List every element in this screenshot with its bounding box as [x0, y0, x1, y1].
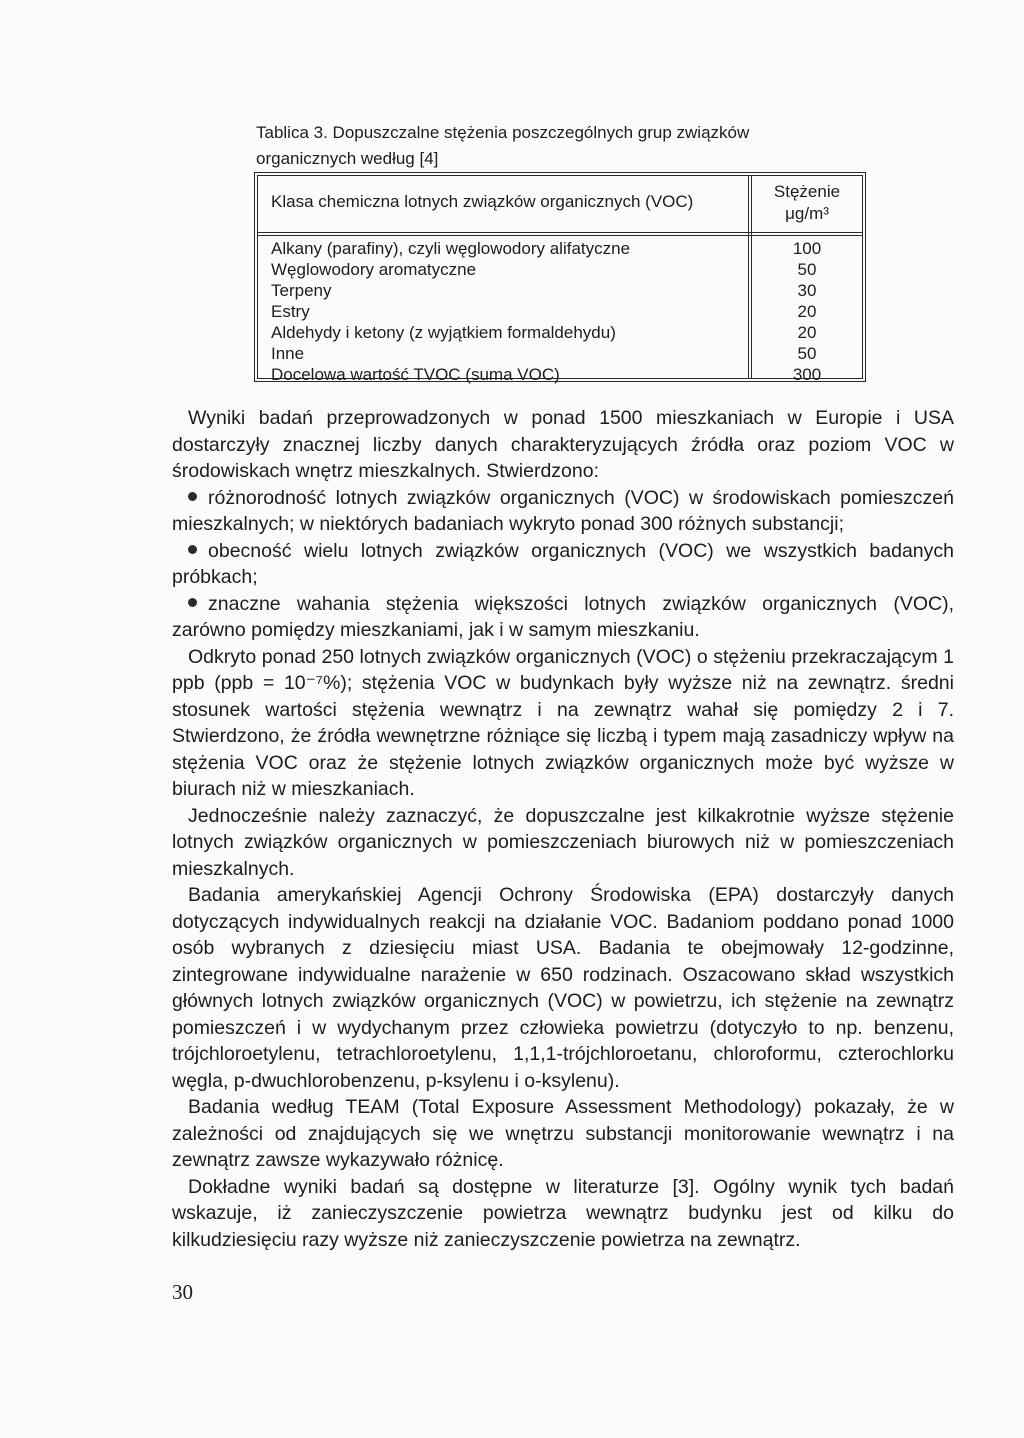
row-name: Aldehydy i ketony (z wyjątkiem formaldehydu)	[271, 323, 616, 342]
table-row	[258, 343, 862, 364]
row-name: Inne	[271, 344, 305, 363]
row-value: 100	[792, 239, 822, 258]
bullet-item	[172, 538, 954, 591]
row-value: 20	[797, 323, 817, 342]
table-caption: Tablica 3. Dopuszczalne stężenia poszczególnych grup związków organicznych według [4]	[256, 123, 750, 168]
voc-table	[254, 172, 866, 382]
table-header-unit-label: Stężenie	[773, 182, 841, 201]
bullet-text: znaczne wahania stężenia większości lotnych związków organicznych (VOC), zarówno pomiędzy mieszkaniami, jak i w samym mieszkaniu.	[172, 592, 954, 641]
table-header-divider	[258, 232, 862, 236]
paragraph: Wyniki badań przeprowadzonych w ponad 1500 mieszkaniach w Europie i USA dostarczyły znacznej liczby danych charakteryzujących źródła oraz poziom VOC w środowiskach wnętrz mieszkalnych. Stwierdzono:	[172, 407, 954, 482]
paragraph: Badania według TEAM (Total Exposure Assessment Methodology) pokazały, że w zależności od znajdujących się we wnętrzu substancji monitorowanie wewnątrz i na zewnątrz zawsze wykazywało różnicę.	[172, 1096, 954, 1171]
table-row	[258, 238, 862, 259]
bullet-item	[172, 591, 954, 644]
table-row	[258, 280, 862, 301]
bullet-icon	[188, 492, 197, 501]
table-header-unit	[752, 181, 862, 225]
bullet-icon	[188, 598, 197, 607]
row-value: 50	[797, 260, 817, 279]
row-value: 300	[792, 365, 822, 384]
paragraph: Jednocześnie należy zaznaczyć, że dopuszczalne jest kilkakrotnie wyższe stężenie lotnych związków organicznych w pomieszczeniach biurowych niż w pomieszczeniach mieszkalnych.	[172, 804, 954, 880]
bullet-item	[172, 485, 954, 538]
row-value: 50	[797, 344, 817, 363]
paragraph: Odkryto ponad 250 lotnych związków organicznych (VOC) o stężeniu przekraczającym 1 ppb (ppb = 10⁻⁷%); stężenia VOC w budynkach były wyższe niż na zewnątrz. średni stosunek wartości stężenia wewnątrz i na zewnątrz wahał się pomiędzy 2 i 7. Stwierdzono, że źródła wewnętrzne różniące się liczbą i typem mają zasadniczy wpływ na stężenia VOC oraz że stężenie lotnych związków organicznych może być wyższe w biurach niż w mieszkaniach.	[172, 645, 954, 800]
table-header-unit-symbol: μg/m³	[785, 204, 829, 223]
table-row	[258, 259, 862, 280]
row-name: Estry	[271, 302, 310, 321]
row-value: 30	[797, 281, 817, 300]
table-header-class: Klasa chemiczna lotnych związków organicznych (VOC)	[271, 192, 694, 211]
table-row	[258, 301, 862, 322]
page-number: 30	[172, 1280, 193, 1304]
table-body	[258, 238, 862, 385]
bullet-icon	[188, 545, 197, 554]
row-value: 20	[797, 302, 817, 321]
row-name: Docelowa wartość TVOC (suma VOC)	[271, 365, 560, 384]
body-text	[172, 405, 954, 1253]
table-row	[258, 364, 862, 385]
row-name: Terpeny	[271, 281, 332, 300]
paragraph: Badania amerykańskiej Agencji Ochrony Środowiska (EPA) dostarczyły danych dotyczących indywidualnych reakcji na działanie VOC. Badaniom poddano ponad 1000 osób wybranych z dziesięciu miast USA. Badania te obejmowały 12-godzinne, zintegrowane indywidualne narażenie w 650 rodzinach. Oszacowano skład wszystkich głównych lotnych związków organicznych (VOC) w powietrzu, ich stężenie na zewnątrz pomieszczeń i w wydychanym przez człowieka powietrzu (dotyczyło to np. benzenu, trójchloroetylenu, tetrachloroetylenu, 1,1,1-trójchloroetanu, chloroformu, czterochlorku węgla, p-dwuchlorobenzenu, p-ksylenu i o-ksylenu).	[172, 884, 954, 1092]
row-name: Alkany (parafiny), czyli węglowodory alifatyczne	[271, 239, 631, 258]
bullet-text: różnorodność lotnych związków organicznych (VOC) w środowiskach pomieszczeń mieszkalnych; w niektórych badaniach wykryto ponad 300 różnych substancji;	[172, 486, 954, 535]
row-name: Węglowodory aromatyczne	[271, 260, 477, 279]
paragraph: Dokładne wyniki badań są dostępne w literaturze [3]. Ogólny wynik tych badań wskazuje, iż zanieczyszczenie powietrza wewnątrz budynku jest od kilku do kilkudziesięciu razy wyższe niż zanieczyszczenie powietrza na zewnątrz.	[172, 1175, 954, 1251]
bullet-text: obecność wielu lotnych związków organicznych (VOC) we wszystkich badanych próbkach;	[172, 539, 954, 588]
table-row	[258, 322, 862, 343]
